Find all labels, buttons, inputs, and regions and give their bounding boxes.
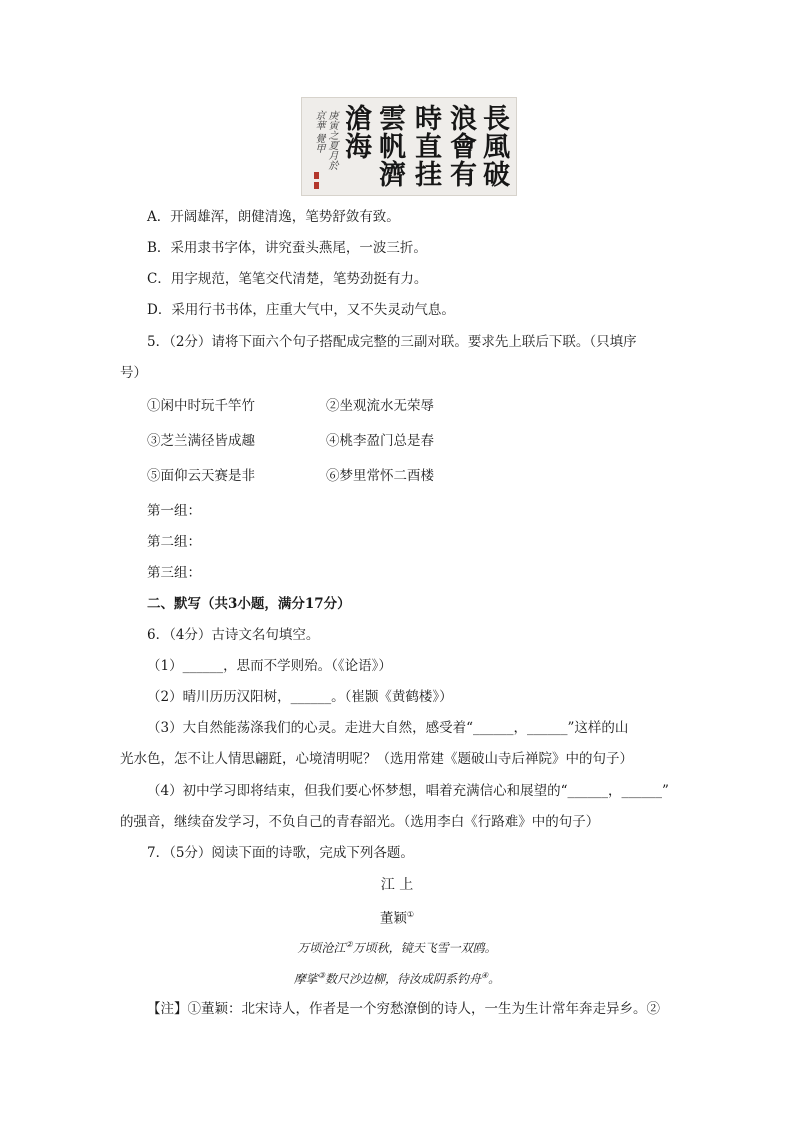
seal-stamp	[314, 172, 319, 179]
question-6-item-1: （1）______，思而不学则殆。（《论语》）	[147, 658, 392, 674]
question-5-stem: 5．（2分）请将下面六个句子搭配成完整的三副对联。要求先上联后下联。（只填序	[147, 334, 637, 350]
question-6-item-3-cont: 光水色，怎不让人情思翩跹，心境清明呢？（选用常建《题破山寺后禅院》中的句子）	[120, 751, 633, 767]
option-a: A．开阔雄浑，朗健清逸，笔势舒敛有致。	[147, 209, 400, 225]
option-b: B．采用隶书字体，讲究蚕头燕尾，一波三折。	[147, 240, 427, 256]
question-5-stem-cont: 号）	[120, 365, 147, 381]
poem-title: 江 上	[380, 877, 414, 893]
seal-stamp	[314, 182, 319, 189]
calligraphy-inscription-1: 庚寅之夏月於	[326, 110, 337, 170]
couplet-sentence-1: ①闲中时玩千竿竹	[147, 398, 255, 414]
couplet-sentence-2: ②坐观流水无荣辱	[326, 398, 434, 414]
calligraphy-column-5: 滄海	[340, 104, 371, 160]
calligraphy-inscription-2: 京華 覺甲	[313, 110, 324, 154]
couplet-sentence-5: ⑤面仰云天赛是非	[147, 468, 255, 484]
question-6-item-4-cont: 的强音，继续奋发学习，不负自己的青春韶光。（选用李白《行路难》中的句子）	[120, 814, 600, 830]
calligraphy-column-3: 時直挂	[410, 104, 441, 188]
answer-group-3: 第三组：	[147, 565, 201, 581]
calligraphy-column-2: 浪會有	[445, 104, 476, 188]
couplet-sentence-3: ③芝兰满径皆成趣	[147, 433, 255, 449]
couplet-sentence-4: ④桃李盈门总是春	[326, 433, 434, 449]
couplet-sentence-6: ⑥梦里常怀二酉楼	[326, 468, 434, 484]
question-6-item-2: （2）晴川历历汉阳树，______。（崔颢《黄鹤楼》）	[147, 689, 453, 705]
question-6-stem: 6．（4分）古诗文名句填空。	[147, 627, 320, 643]
option-d: D．采用行书书体，庄重大气中，又不失灵动气息。	[147, 302, 455, 318]
section-heading: 二、默写（共3小题，满分17分）	[147, 596, 351, 612]
calligraphy-image	[301, 97, 517, 196]
answer-group-1: 第一组：	[147, 503, 201, 519]
calligraphy-column-4: 雲帆濟	[374, 104, 405, 188]
poem-note: 【注】①董颖：北宋诗人，作者是一个穷愁潦倒的诗人，一生为生计常年奔走异乡。②	[147, 1001, 660, 1017]
question-6-item-4: （4）初中学习即将结束，但我们要心怀梦想，唱着充满信心和展望的“______，______”	[147, 783, 669, 799]
calligraphy-column-1: 長風破	[478, 104, 509, 188]
poem-author: 董颖①	[379, 910, 415, 927]
question-7-stem: 7．（5分）阅读下面的诗歌，完成下列各题。	[147, 845, 414, 861]
poem-line-2: 摩挲③数尺沙边柳，待汝成阴系钓舟④。	[293, 971, 501, 986]
question-6-item-3: （3）大自然能荡涤我们的心灵。走进大自然，感受着“______，______”这样的山	[147, 720, 629, 736]
poem-line-1: 万顷沧江②万顷秋，镜天飞雪一双鸥。	[297, 940, 497, 955]
option-c: C．用字规范，笔笔交代清楚，笔势劲挺有力。	[147, 271, 428, 287]
answer-group-2: 第二组：	[147, 534, 201, 550]
